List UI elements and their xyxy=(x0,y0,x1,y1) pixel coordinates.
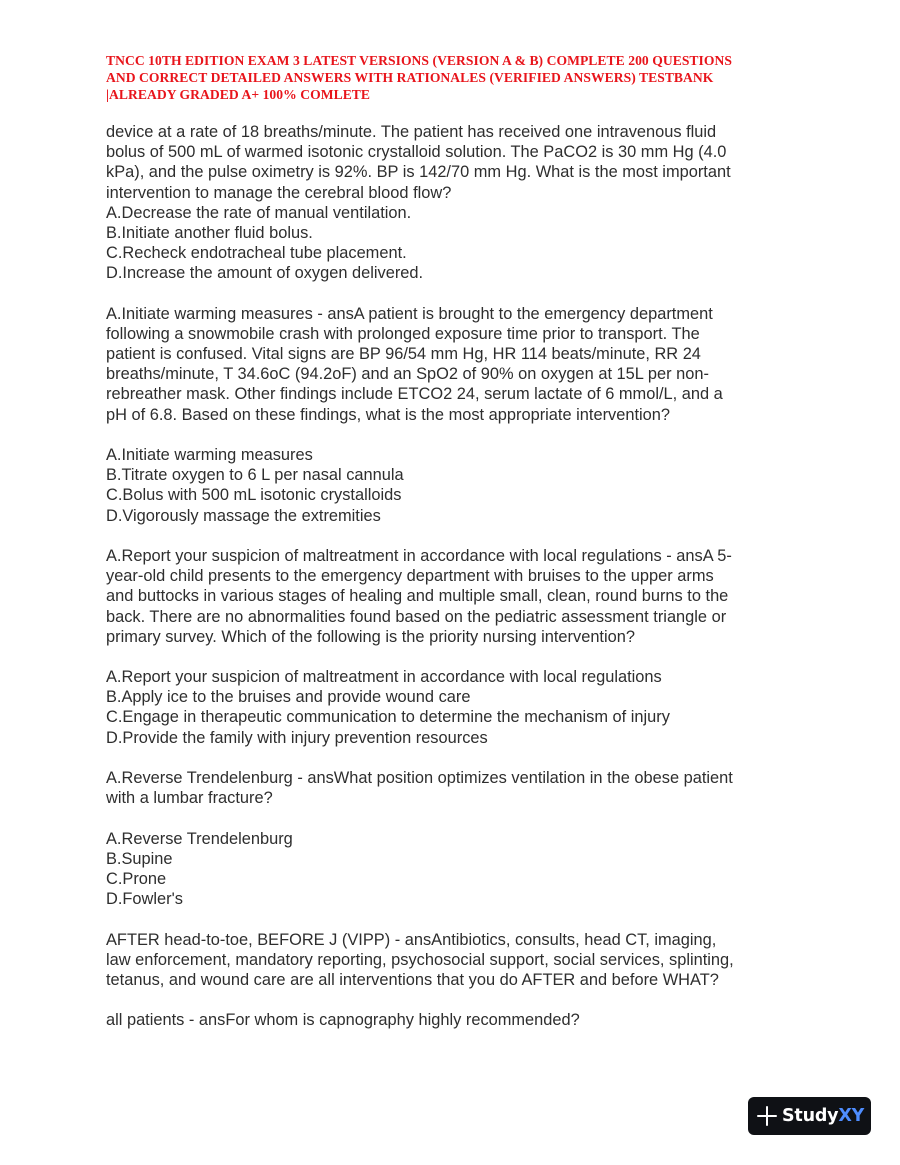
answer-option: C.Prone xyxy=(106,869,167,888)
plus-icon xyxy=(757,1106,777,1126)
text-line: bolus of 500 mL of warmed isotonic crystalloid solution. The PaCO2 is 30 mm Hg (4.0 xyxy=(106,143,727,162)
header-line: TNCC 10TH EDITION EXAM 3 LATEST VERSIONS (VERSION A & B) COMPLETE 200 QUESTIONS xyxy=(106,53,732,68)
question-block xyxy=(106,304,796,425)
paragraph-gap xyxy=(106,425,796,445)
paragraph-gap xyxy=(106,990,796,1010)
text-line: tetanus, and wound care are all interventions that you do AFTER and before WHAT? xyxy=(106,970,719,989)
answer-option: D.Vigorously massage the extremities xyxy=(106,506,381,525)
text-line: year-old child presents to the emergency department with bruises to the upper arms xyxy=(106,567,714,586)
answer-option: C.Bolus with 500 mL isotonic crystalloids xyxy=(106,486,402,505)
text-line: with a lumbar fracture? xyxy=(106,789,273,808)
text-line: pH of 6.8. Based on these findings, what is the most appropriate intervention? xyxy=(106,405,670,424)
paragraph-gap xyxy=(106,748,796,768)
header-line: |ALREADY GRADED A+ 100% COMLETE xyxy=(106,87,371,102)
question-block xyxy=(106,122,796,284)
answer-options xyxy=(106,667,796,748)
paragraph-gap xyxy=(106,647,796,667)
answer-option: A.Report your suspicion of maltreatment in accordance with local regulations xyxy=(106,668,662,687)
question-block xyxy=(106,546,796,647)
text-line: AFTER head-to-toe, BEFORE J (VIPP) - ansAntibiotics, consults, head CT, imaging, xyxy=(106,930,717,949)
text-line: and buttocks in various stages of healing and multiple small, clean, round burns to the xyxy=(106,587,729,606)
paragraph-gap xyxy=(106,909,796,929)
paragraph-gap xyxy=(106,284,796,304)
text-line: rebreather mask. Other findings include ETCO2 24, serum lactate of 6 mmol/L, and a xyxy=(106,385,723,404)
answer-options xyxy=(106,445,796,526)
question-block xyxy=(106,1010,796,1030)
text-line: patient is confused. Vital signs are BP 96/54 mm Hg, HR 114 beats/minute, RR 24 xyxy=(106,345,701,364)
text-line: back. There are no abnormalities found based on the pediatric assessment triangle or xyxy=(106,607,727,626)
studyxy-logo[interactable] xyxy=(748,1097,871,1135)
answer-option: A.Reverse Trendelenburg xyxy=(106,829,293,848)
answer-option: D.Increase the amount of oxygen delivered. xyxy=(106,264,424,283)
text-line: breaths/minute, T 34.6oC (94.2oF) and an SpO2 of 90% on oxygen at 15L per non- xyxy=(106,365,709,384)
answer-options xyxy=(106,829,796,910)
document-header xyxy=(106,52,796,103)
text-line: law enforcement, mandatory reporting, psychosocial support, social services, splinting, xyxy=(106,950,734,969)
header-line: AND CORRECT DETAILED ANSWERS WITH RATIONALES (VERIFIED ANSWERS) TESTBANK xyxy=(106,70,714,85)
document-body xyxy=(106,122,796,1030)
paragraph-gap xyxy=(106,808,796,828)
text-line: A.Reverse Trendelenburg - ansWhat position optimizes ventilation in the obese patient xyxy=(106,769,733,787)
answer-option: A.Decrease the rate of manual ventilation. xyxy=(106,203,412,222)
answer-option: B.Supine xyxy=(106,849,173,868)
logo-text-main: Study xyxy=(782,1106,839,1126)
answer-option: B.Apply ice to the bruises and provide wound care xyxy=(106,688,471,707)
paragraph-gap xyxy=(106,526,796,546)
answer-option: C.Recheck endotracheal tube placement. xyxy=(106,244,407,263)
logo-wordmark xyxy=(782,1106,864,1126)
answer-option: B.Initiate another fluid bolus. xyxy=(106,223,313,242)
answer-option: A.Initiate warming measures xyxy=(106,446,313,464)
question-block xyxy=(106,930,796,991)
text-line: A.Report your suspicion of maltreatment in accordance with local regulations - ansA 5- xyxy=(106,546,732,565)
answer-option: B.Titrate oxygen to 6 L per nasal cannula xyxy=(106,466,404,485)
text-line: all patients - ansFor whom is capnography highly recommended? xyxy=(106,1011,580,1030)
text-line: A.Initiate warming measures - ansA patient is brought to the emergency department xyxy=(106,304,713,323)
text-line: kPa), and the pulse oximetry is 92%. BP is 142/70 mm Hg. What is the most important xyxy=(106,163,731,182)
text-line: intervention to manage the cerebral blood flow? xyxy=(106,183,452,202)
answer-option: D.Fowler's xyxy=(106,890,183,909)
answer-option: D.Provide the family with injury prevention resources xyxy=(106,728,488,747)
text-line: following a snowmobile crash with prolonged exposure time prior to transport. The xyxy=(106,324,700,343)
text-line: device at a rate of 18 breaths/minute. The patient has received one intravenous fluid xyxy=(106,123,717,141)
question-block xyxy=(106,768,796,808)
logo-text-accent: XY xyxy=(838,1106,865,1126)
answer-option: C.Engage in therapeutic communication to determine the mechanism of injury xyxy=(106,708,670,727)
text-line: primary survey. Which of the following is the priority nursing intervention? xyxy=(106,627,635,646)
